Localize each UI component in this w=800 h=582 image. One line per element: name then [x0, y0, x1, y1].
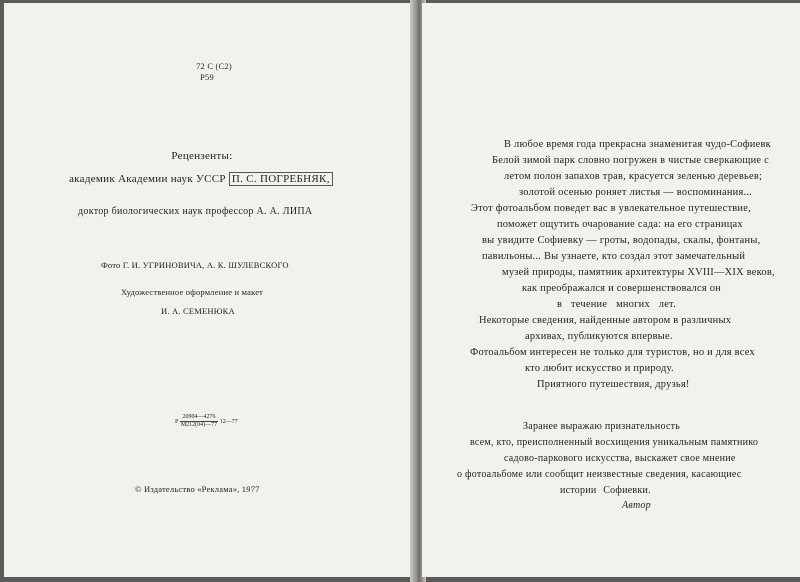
- publication-index: [175, 414, 238, 429]
- text-line: поможет ощутить очарование сада: на его страницах: [497, 219, 743, 230]
- reviewers-title: Рецензенты:: [171, 150, 233, 162]
- index-fraction: [180, 414, 218, 429]
- classification-code: 72 С (С2): [196, 61, 232, 71]
- text-line: архивах, публикуются впервые.: [525, 331, 673, 342]
- text-line: Этот фотоальбом поведет вас в увлекательное путешествие,: [471, 203, 751, 214]
- text-line: Приятного путешествия, друзья!: [537, 379, 690, 390]
- reviewer-2: доктор биологических наук профессор А. А. ЛИПА: [78, 206, 313, 217]
- designer-name: И. А. СЕМЕНЮКА: [161, 306, 235, 316]
- thanks-line: о фотоальбоме или сообщит неизвестные сведения, касающиес: [457, 469, 742, 480]
- text-line: золотой осенью роняет листья — воспоминания...: [519, 187, 753, 198]
- reviewer-1-title: академик Академии наук УССР: [69, 173, 226, 185]
- reviewer-1: [69, 173, 333, 185]
- index-suffix: 12—77: [219, 418, 238, 425]
- text-line: в течение многих лет.: [557, 299, 676, 310]
- text-line: кто любит искусство и природу.: [525, 363, 674, 374]
- text-line: летом полон запахов трав, красуется зеленью деревьев;: [504, 171, 763, 182]
- index-numerator: 20904—4276: [180, 414, 218, 422]
- text-line: музей природы, памятник архитектуры XVIII—XIX веков,: [502, 267, 775, 278]
- copyright: © Издательство «Реклама», 1977: [135, 484, 260, 494]
- text-line: павильоны... Вы узнаете, кто создал этот замечательный: [482, 251, 746, 262]
- text-line: как преображался и совершенствовался он: [522, 283, 721, 294]
- right-page: [422, 3, 800, 577]
- reviewer-1-name: П. С. ПОГРЕБНЯК,: [229, 172, 333, 186]
- design-credit: Художественное оформление и макет: [121, 287, 264, 297]
- left-page: [4, 3, 417, 577]
- photo-credit: Фото Г. И. УГРИНОВИЧА, А. К. ШУЛЕВСКОГО: [101, 260, 289, 270]
- author-sign-code: Р59: [200, 72, 214, 82]
- thanks-line: истории Софиевки.: [560, 485, 651, 496]
- text-line: Некоторые сведения, найденные автором в различных: [479, 315, 732, 326]
- text-line: В любое время года прекрасна знаменитая чудо-Софиевк: [504, 139, 771, 150]
- text-line: Белой зимой парк словно погружен в чистые сверкающие с: [492, 155, 769, 166]
- index-prefix: Р: [175, 418, 179, 425]
- index-denominator: М212(04)—77: [180, 422, 218, 428]
- author-signature: Автор: [622, 500, 651, 511]
- thanks-line: Заранее выражаю признательность: [523, 421, 681, 432]
- text-line: Фотоальбом интересен не только для туристов, но и для всех: [470, 347, 755, 358]
- text-line: вы увидите Софиевку — гроты, водопады, скалы, фонтаны,: [482, 235, 761, 246]
- thanks-line: всем, кто, преисполненный восхищения уникальным памятнико: [470, 437, 759, 448]
- thanks-line: садово-паркового искусства, выскажет свое мнение: [504, 453, 736, 464]
